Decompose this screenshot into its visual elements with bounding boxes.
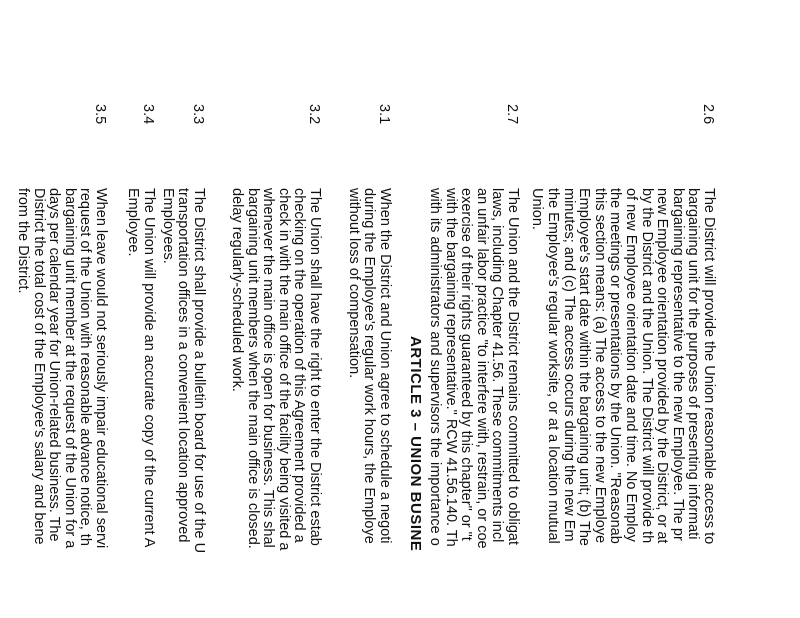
text-line: minutes; and (c) The access occurs during the new Em bbox=[560, 188, 577, 542]
text-line: with the bargaining representative." RCW 41.56.140. Th bbox=[442, 188, 459, 547]
section-3-3 bbox=[159, 104, 207, 618]
text-line: bargaining unit for the purposes of presenting informati bbox=[685, 188, 702, 540]
text-line: an unfair labor practice "to interfere with, restrain, or coe bbox=[473, 188, 490, 549]
text-line: laws, including Chapter 41.56. These commitments incl bbox=[489, 188, 506, 543]
section-text bbox=[426, 188, 520, 618]
section-3-1 bbox=[345, 104, 393, 618]
text-line: new Employee orientation provided by the District, or at bbox=[654, 188, 671, 544]
text-line: Employee. bbox=[125, 188, 142, 257]
text-line: bargaining unit member at the request of the Union for a bbox=[61, 188, 78, 549]
rotated-document bbox=[15, 104, 717, 618]
section-3-2 bbox=[228, 104, 323, 618]
text-line: the meetings or presentations by the Union. "Reasonab bbox=[607, 188, 624, 544]
section-number: 3.3 bbox=[190, 104, 206, 125]
section-text bbox=[529, 188, 716, 618]
text-line: transportation offices in a convenient location approved bbox=[175, 188, 192, 543]
text-line: bargaining unit members when the main office is closed. bbox=[244, 188, 261, 549]
section-text bbox=[228, 188, 322, 618]
text-line: delay regularly-scheduled work. bbox=[229, 188, 246, 392]
text-line: with its administrators and supervisors the importance o bbox=[427, 188, 444, 546]
text-line: The District shall provide a bulletin board for use of the U bbox=[191, 188, 207, 554]
section-text bbox=[345, 188, 392, 618]
section-number: 2.6 bbox=[700, 104, 716, 125]
section-text bbox=[159, 188, 206, 618]
section-number: 2.7 bbox=[504, 104, 520, 125]
section-number: 3.1 bbox=[376, 104, 392, 125]
section-number: 3.4 bbox=[140, 104, 156, 125]
section-number: 3.2 bbox=[306, 104, 322, 125]
section-3-5 bbox=[14, 104, 109, 618]
text-line: exercise of their rights guaranteed by this chapter" or "t bbox=[458, 188, 475, 541]
text-line: days per calendar year for Union-related business. The bbox=[46, 188, 63, 542]
section-2-7 bbox=[426, 104, 521, 618]
text-line: during the Employee's regular work hours, the Employe bbox=[361, 188, 378, 544]
section-text bbox=[125, 188, 156, 618]
text-line: request of the Union with reasonable advance notice, th bbox=[77, 188, 94, 546]
text-line: by the District and the Union. The District will provide th bbox=[638, 188, 655, 544]
text-line: this section means: (a) The access to the new Employe bbox=[591, 188, 608, 544]
text-line: without loss of compensation. bbox=[345, 188, 362, 379]
text-line: bargaining representative to the new Employee. The pr bbox=[669, 188, 686, 541]
text-line: Employees. bbox=[159, 188, 176, 264]
text-line: The District will provide the Union reasonable access to bbox=[701, 188, 717, 545]
text-line: When the District and Union agree to schedule a negoti bbox=[377, 188, 393, 544]
text-line: checking on the operation of this Agreement provided a bbox=[291, 188, 308, 543]
section-number: 3.5 bbox=[92, 104, 108, 125]
section-text bbox=[14, 188, 108, 618]
text-line: whenever the main office is open for business. This shal bbox=[260, 188, 277, 548]
text-line: When leave would not seriously impair educational servi bbox=[93, 188, 109, 549]
text-line: District the total cost of the Employee's salary and bene bbox=[30, 188, 47, 545]
section-3-4 bbox=[125, 104, 157, 618]
text-line: of new Employee orientation date and time. No Employ bbox=[623, 188, 640, 542]
section-2-6 bbox=[529, 104, 717, 618]
text-line: The Union shall have the right to enter the District estab bbox=[307, 188, 323, 546]
text-line: Employee's start date within the bargaining unit; (b) The bbox=[576, 188, 593, 546]
text-line: The Union and the District remains committed to obligat bbox=[505, 188, 521, 546]
text-line: check in with the main office of the facility being visited a bbox=[275, 188, 292, 551]
text-line: The Union will provide an accurate copy of the current A bbox=[141, 188, 157, 548]
text-line: Union. bbox=[529, 188, 546, 230]
text-line: from the District. bbox=[15, 188, 32, 294]
text-line: the Employee's regular worksite, or at a location mutual bbox=[545, 188, 562, 544]
article-heading: ARTICLE 3 – UNION BUSINE bbox=[407, 336, 424, 552]
